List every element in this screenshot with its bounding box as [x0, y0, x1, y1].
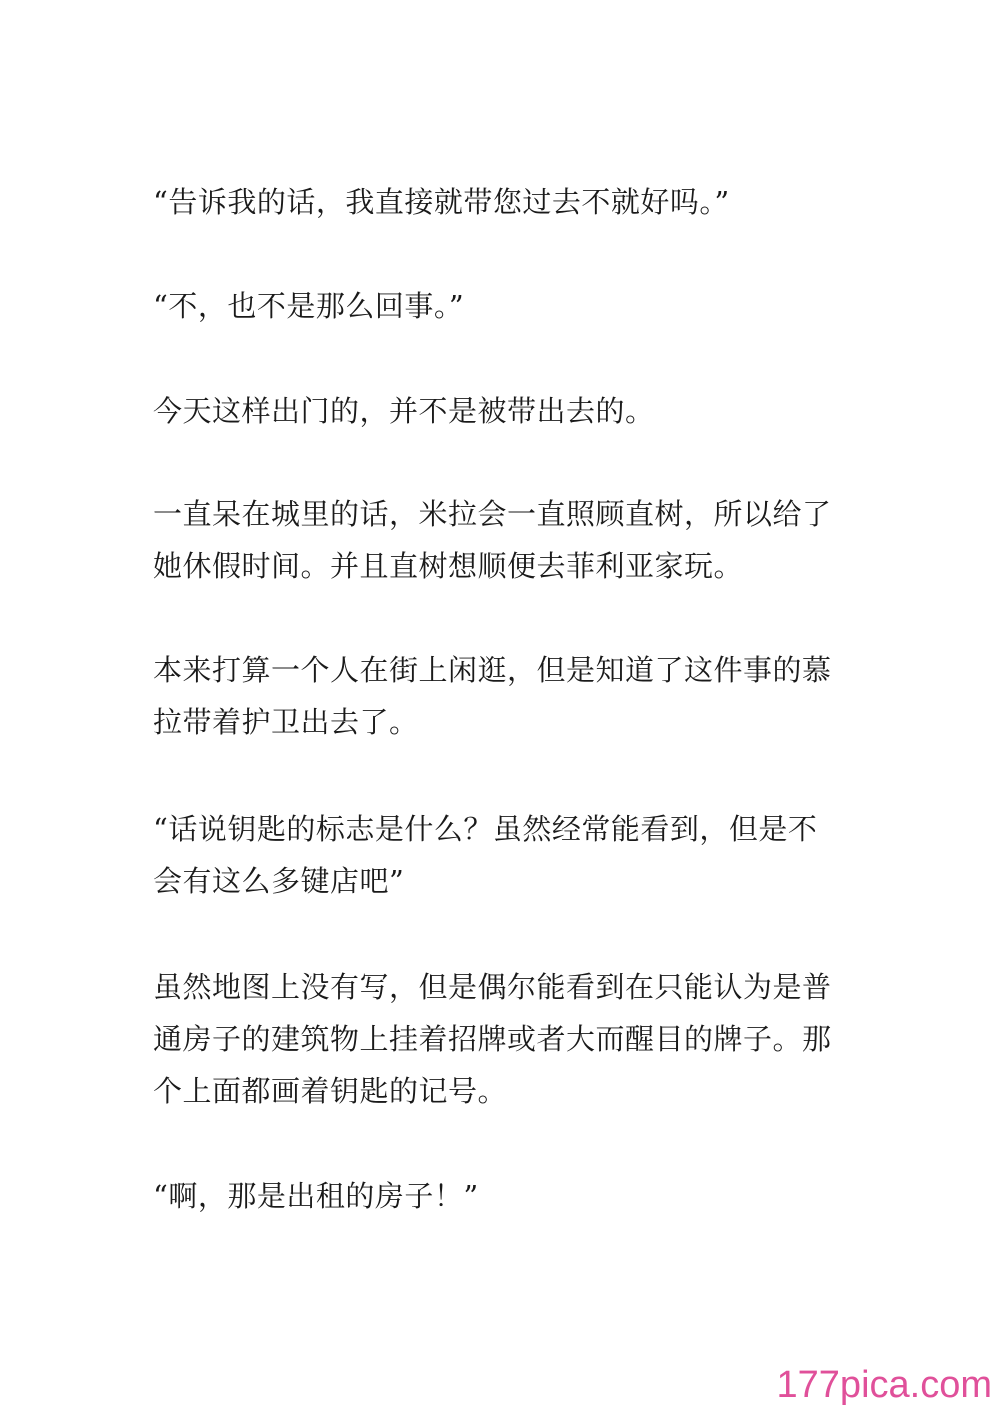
- paragraph-6: [153, 803, 858, 907]
- text-line: 通房子的建筑物上挂着招牌或者大而醒目的牌子。那: [153, 1022, 832, 1056]
- text-line: 本来打算一个人在街上闲逛，但是知道了这件事的慕: [153, 653, 832, 687]
- text-line: 虽然地图上没有写，但是偶尔能看到在只能认为是普: [153, 970, 832, 1004]
- text-line: 一直呆在城里的话，米拉会一直照顾直树，所以给了: [153, 497, 832, 531]
- text-line: 她休假时间。并且直树想顺便去菲利亚家玩。: [153, 549, 744, 583]
- watermark-text: 177pica.com: [776, 1364, 992, 1406]
- text-line: 个上面都画着钥匙的记号。: [153, 1074, 508, 1108]
- text-line: 会有这么多键店吧”: [153, 864, 405, 898]
- text-line: “啊，那是出租的房子！”: [153, 1179, 479, 1213]
- text-line: “不，也不是那么回事。”: [153, 289, 465, 323]
- text-line: 拉带着护卫出去了。: [153, 705, 419, 739]
- paragraph-7: [153, 961, 858, 1117]
- paragraph-4: [153, 488, 858, 592]
- paragraph-2: [153, 280, 858, 332]
- text-line: “告诉我的话，我直接就带您过去不就好吗。”: [153, 185, 730, 219]
- paragraph-8: [153, 1170, 858, 1222]
- paragraph-1: [153, 176, 858, 228]
- paragraph-3: [153, 385, 858, 437]
- text-line: “话说钥匙的标志是什么？虽然经常能看到，但是不: [153, 812, 818, 846]
- text-line: 今天这样出门的，并不是被带出去的。: [153, 394, 655, 428]
- paragraph-5: [153, 644, 858, 748]
